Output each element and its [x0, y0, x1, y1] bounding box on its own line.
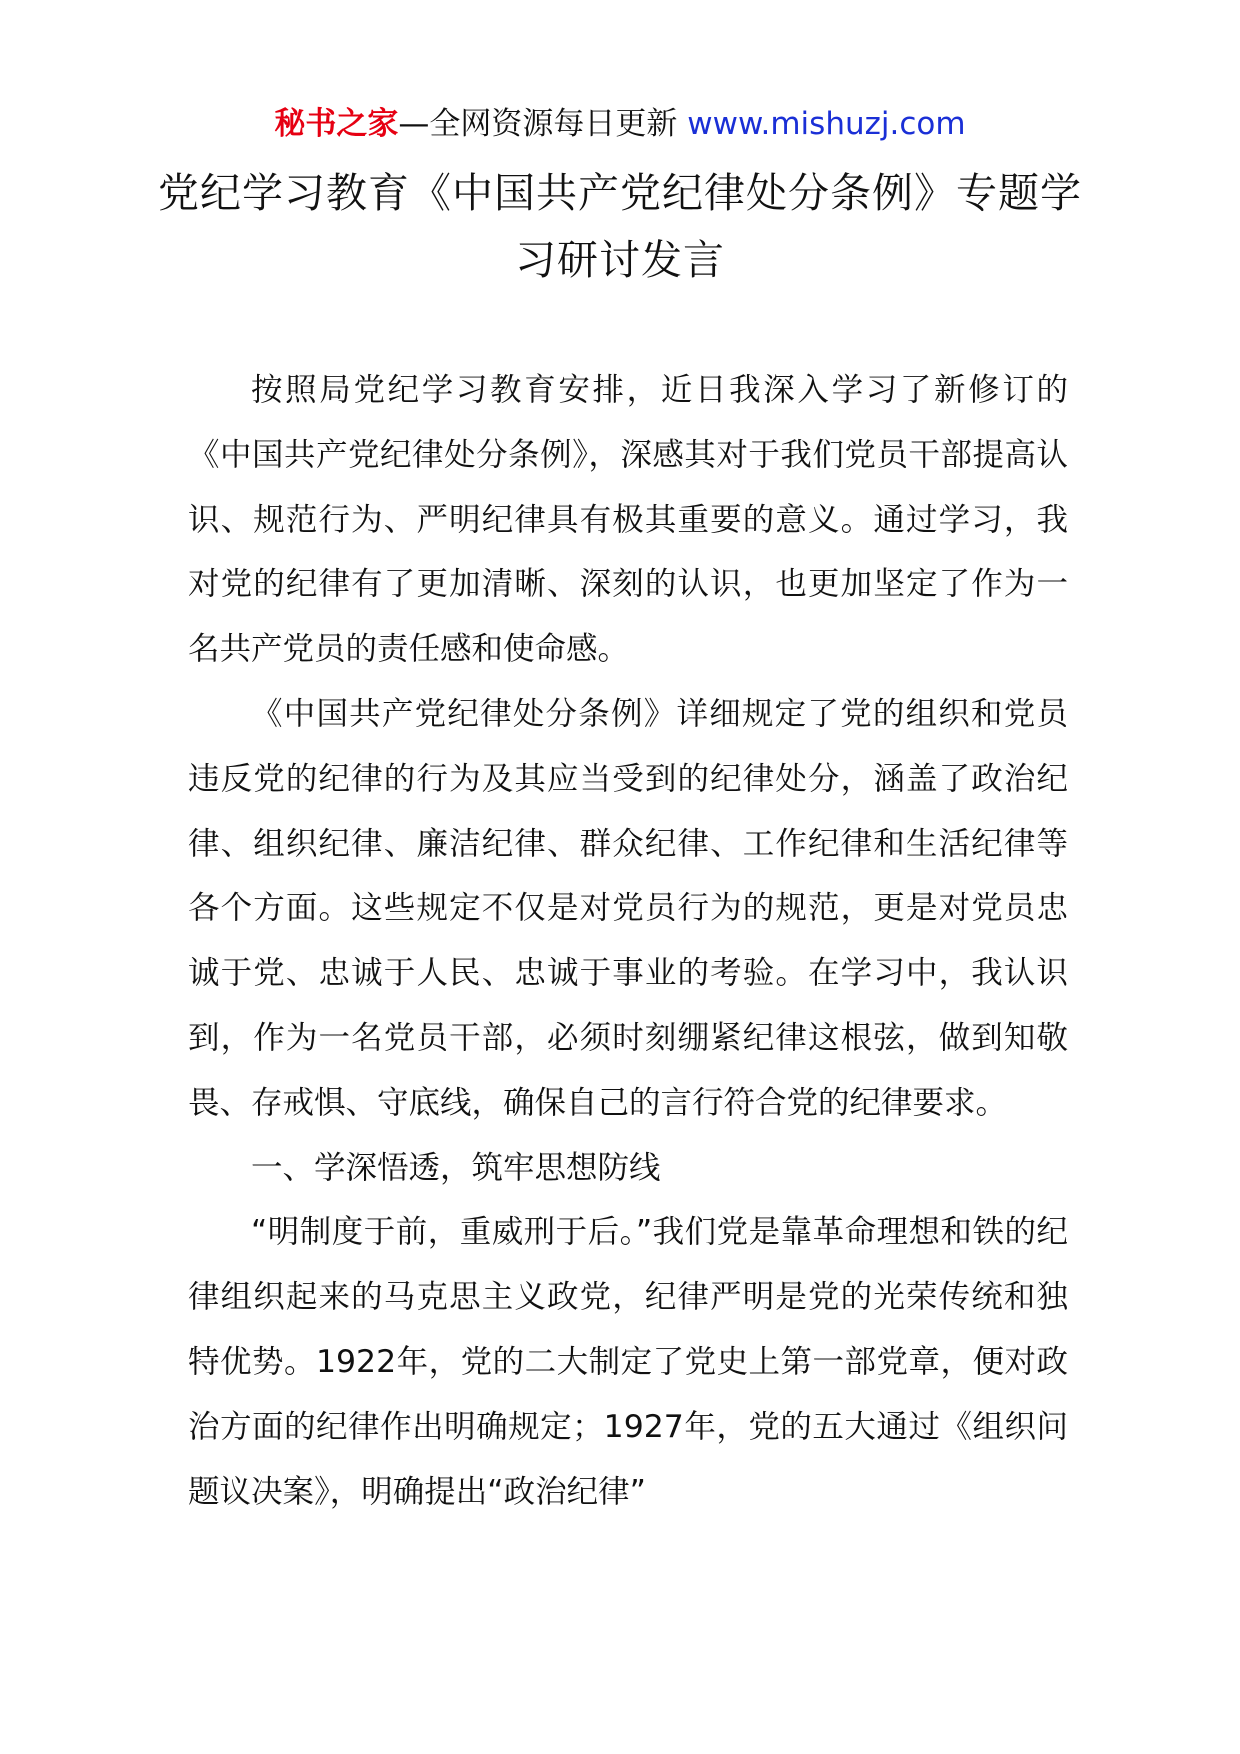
site-url-link[interactable]: www.mishuzj.com: [687, 106, 966, 142]
paragraph-intro: 按照局党纪学习教育安排，近日我深入学习了新修订的《中国共产党纪律处分条例》，深感其对于我们党员干部提高认识、规范行为、严明纪律具有极其重要的意义。通过学习，我对党的纪律有了更加清晰、深刻的认识，也更加坚定了作为一名共产党员的责任感和使命感。: [188, 372, 1068, 668]
site-header: [0, 102, 1240, 146]
document-title: 党纪学习教育《中国共产党纪律处分条例》专题学习研讨发言: [158, 169, 1082, 284]
paragraph-history: “明制度于前，重威刑于后。”我们党是靠革命理想和铁的纪律组织起来的马克思主义政党，纪律严明是党的光荣传统和独特优势。1922年，党的二大制定了党史上第一部党章，便对政治方面的纪律作出明确规定；1927年，党的五大通过《组织问题议决案》，明确提出“政治纪律”: [188, 1214, 1068, 1510]
paragraph-regulations: 《中国共产党纪律处分条例》详细规定了党的组织和党员违反党的纪律的行为及其应当受到的纪律处分，涵盖了政治纪律、组织纪律、廉洁纪律、群众纪律、工作纪律和生活纪律等各个方面。这些规定不仅是对党员行为的规范，更是对党员忠诚于党、忠诚于人民、忠诚于事业的考验。在学习中，我认识到，作为一名党员干部，必须时刻绷紧纪律这根弦，做到知敬畏、存戒惧、守底线，确保自己的言行符合党的纪律要求。: [188, 695, 1068, 1121]
section-heading-1: 一、学深悟透，筑牢思想防线: [251, 1149, 661, 1186]
brand-name: 秘书之家: [274, 106, 399, 142]
site-slogan: —全网资源每日更新: [398, 106, 688, 142]
document-body: [188, 358, 1068, 1524]
